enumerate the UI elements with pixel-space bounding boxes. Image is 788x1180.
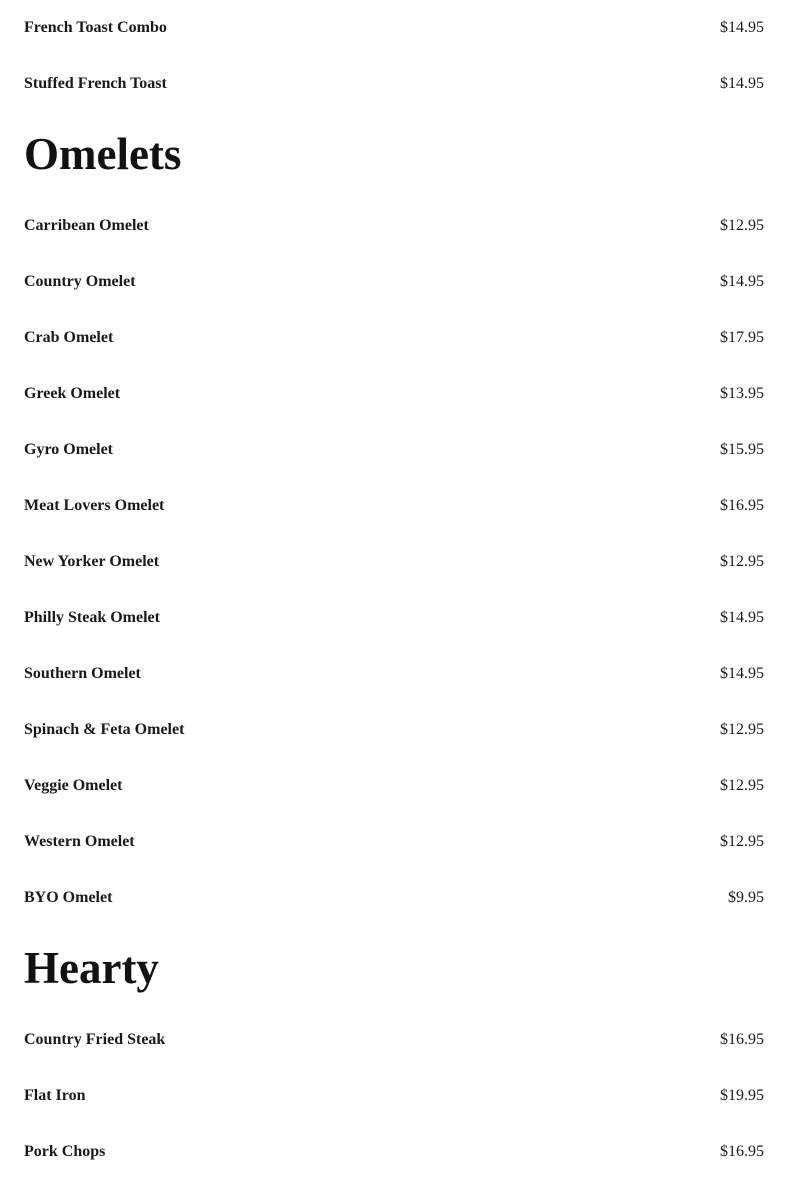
menu-item-name: Pork Chops xyxy=(24,1143,106,1160)
menu-item-name: Country Omelet xyxy=(24,273,136,290)
menu-list xyxy=(24,0,764,1180)
menu-item-price: $13.95 xyxy=(720,385,764,402)
menu-item[interactable] xyxy=(24,310,764,366)
section-heading: Hearty xyxy=(24,943,159,993)
menu-item[interactable] xyxy=(24,1012,764,1068)
menu-item-price: $14.95 xyxy=(720,665,764,682)
menu-item[interactable] xyxy=(24,478,764,534)
menu-item-name: Southern Omelet xyxy=(24,665,141,682)
menu-item[interactable] xyxy=(24,366,764,422)
menu-item-price: $19.95 xyxy=(720,1087,764,1104)
menu-item-price: $12.95 xyxy=(720,777,764,794)
menu-item-price: $14.95 xyxy=(720,609,764,626)
menu-item-name: Greek Omelet xyxy=(24,385,121,402)
menu-item[interactable] xyxy=(24,534,764,590)
menu-section-french-toast xyxy=(24,0,764,112)
menu-item-name: Stuffed French Toast xyxy=(24,75,167,92)
menu-item-price: $16.95 xyxy=(720,1031,764,1048)
menu-section-omelets xyxy=(24,112,764,926)
menu-item[interactable] xyxy=(24,870,764,926)
menu-item-price: $12.95 xyxy=(720,721,764,738)
menu-item-price: $16.95 xyxy=(720,497,764,514)
menu-item-name: Country Fried Steak xyxy=(24,1031,166,1048)
menu-item-price: $12.95 xyxy=(720,833,764,850)
menu-item[interactable] xyxy=(24,254,764,310)
menu-item-name: Crab Omelet xyxy=(24,329,114,346)
menu-item[interactable] xyxy=(24,1068,764,1124)
menu-item-name: Gyro Omelet xyxy=(24,441,114,458)
menu-item-price: $12.95 xyxy=(720,553,764,570)
menu-item[interactable] xyxy=(24,814,764,870)
menu-item[interactable] xyxy=(24,422,764,478)
menu-item-price: $17.95 xyxy=(720,329,764,346)
menu-item-price: $14.95 xyxy=(720,19,764,36)
menu-item-name: BYO Omelet xyxy=(24,889,113,906)
menu-item-price: $15.95 xyxy=(720,441,764,458)
menu-item-name: Meat Lovers Omelet xyxy=(24,497,165,514)
menu-item-price: $14.95 xyxy=(720,75,764,92)
menu-item-name: Philly Steak Omelet xyxy=(24,609,160,626)
menu-item-name: Veggie Omelet xyxy=(24,777,123,794)
menu-item[interactable] xyxy=(24,0,764,56)
menu-section-hearty xyxy=(24,926,764,1180)
menu-item-name: Spinach & Feta Omelet xyxy=(24,721,185,738)
menu-item-name: Western Omelet xyxy=(24,833,135,850)
menu-item[interactable] xyxy=(24,198,764,254)
menu-item[interactable] xyxy=(24,702,764,758)
menu-item[interactable] xyxy=(24,56,764,112)
menu-item-name: Flat Iron xyxy=(24,1087,86,1104)
menu-item[interactable] xyxy=(24,590,764,646)
menu-item-name: Carribean Omelet xyxy=(24,217,149,234)
section-heading: Omelets xyxy=(24,129,182,179)
menu-item-price: $12.95 xyxy=(720,217,764,234)
menu-item-name: French Toast Combo xyxy=(24,19,167,36)
menu-item-price: $9.95 xyxy=(728,889,764,906)
menu-item[interactable] xyxy=(24,646,764,702)
menu-item-price: $16.95 xyxy=(720,1143,764,1160)
menu-item[interactable] xyxy=(24,758,764,814)
menu-item-name: New Yorker Omelet xyxy=(24,553,160,570)
menu-item-price: $14.95 xyxy=(720,273,764,290)
